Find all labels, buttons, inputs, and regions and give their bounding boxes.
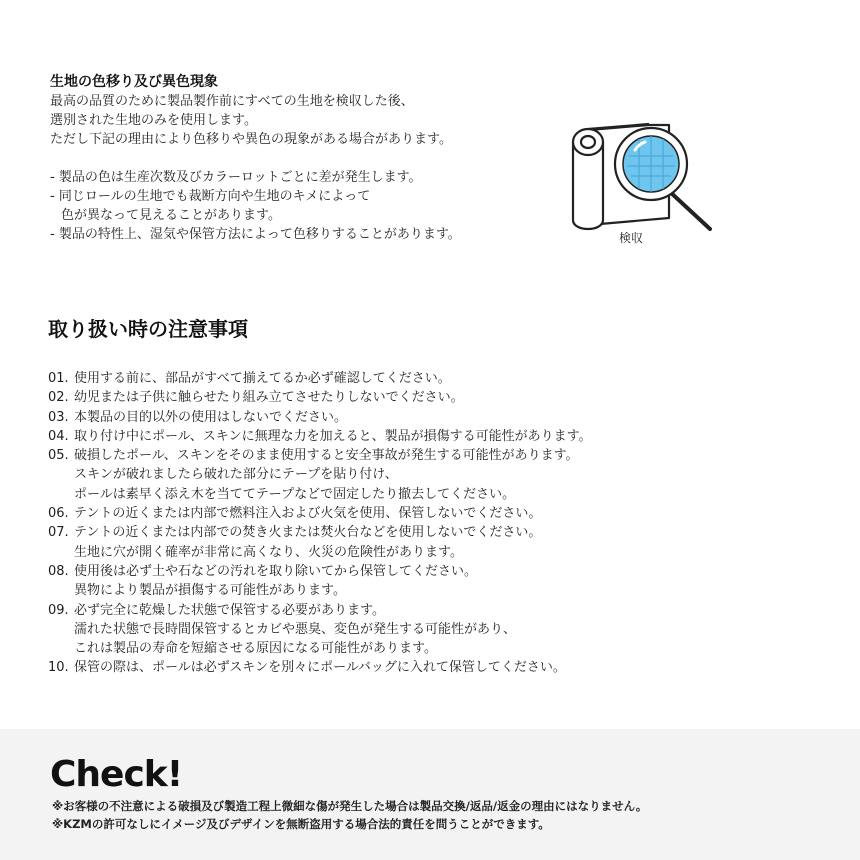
item-text: テントの近くまたは内部での焚き火または焚火台などを使用しないでください。 [74, 525, 542, 541]
list-item [48, 562, 828, 601]
item-number: 02. [48, 390, 69, 406]
item-number: 10. [48, 660, 69, 676]
check-notes [52, 797, 647, 833]
check-note: ※お客様の不注意による破損及び製造工程上微細な傷が発生した場合は製品交換/返品/返金の理由にはなりません。 [52, 799, 648, 813]
list-item [48, 446, 828, 504]
item-number: 01. [48, 371, 69, 386]
intro-line: 選別された生地のみを使用します。 [50, 113, 257, 128]
bullet-line: - 同じロールの生地でも裁断方向や生地のキメによって [50, 189, 371, 204]
list-item [48, 427, 828, 446]
item-text: ポールは素早く添え木を当ててテープなどで固定したり撤去してください。 [74, 486, 516, 502]
item-number: 05. [48, 448, 69, 464]
item-text: 異物により製品が損傷する可能性があります。 [74, 583, 346, 599]
intro-line: 最高の品質のために製品製作前にすべての生地を検収した後、 [50, 94, 414, 109]
item-text: 本製品の目的以外の使用はしないでください。 [74, 409, 348, 425]
item-text: 使用後は必ず土や石などの汚れを取り除いてから保管してください。 [74, 563, 478, 579]
list-item [48, 388, 828, 407]
bullet-line: - 製品の特性上、湿気や保管方法によって色移りすることがあります。 [50, 227, 461, 242]
color-section-bullets [50, 168, 550, 244]
list-item [48, 408, 828, 427]
check-title: Check! [50, 754, 183, 795]
color-section [50, 72, 550, 244]
list-item [48, 504, 828, 523]
illustration-label: 検収 [618, 231, 643, 245]
color-section-title: 生地の色移り及び異色現象 [50, 74, 218, 90]
item-text: 使用する前に、部品がすべて揃えてるか必ず確認してください。 [74, 371, 451, 386]
item-text: 濡れた状態で長時間保管するとカビや悪臭、変色が発生する可能性があり、 [74, 621, 517, 637]
handling-section-title: 取り扱い時の注意事項 [48, 317, 248, 341]
bullet-line: - 製品の色は生産次数及びカラーロットごとに差が発生します。 [50, 170, 422, 185]
item-text: 保管の際は、ポールは必ずスキンを別々にポールバッグに入れて保管してください。 [74, 660, 566, 676]
item-number: 04. [48, 428, 69, 444]
item-text: 必ず完全に乾燥した状態で保管する必要があります。 [74, 602, 385, 618]
item-number: 03. [48, 409, 69, 425]
handling-list [48, 369, 828, 678]
item-text: 破損したポール、スキンをそのまま使用すると安全事故が発生する可能性があります。 [74, 448, 579, 464]
item-number: 07. [48, 525, 69, 541]
item-number: 08. [48, 563, 69, 579]
item-text: 生地に穴が開く確率が非常に高くなり、火災の危険性があります。 [74, 544, 463, 560]
intro-line: ただし下記の理由により色移りや異色の現象がある場合があります。 [50, 132, 452, 147]
list-item [48, 369, 828, 388]
bullet-line: 色が異なって見えることがあります。 [61, 208, 281, 223]
check-note: ※KZMの許可なしにイメージ及びデザインを無断盗用する場合法的責任を問うことができます。 [52, 817, 550, 831]
item-text: これは製品の寿命を短縮させる原因になる可能性があります。 [74, 641, 437, 657]
item-number: 06. [48, 506, 69, 522]
item-text: 幼児または子供に触らせたり組み立てさせたりしないでください。 [74, 390, 464, 406]
item-text: スキンが破れましたら破れた部分にテープを貼り付け、 [74, 467, 398, 483]
color-section-intro [50, 92, 550, 149]
list-item [48, 658, 828, 677]
item-text: 取り付け中にポール、スキンに無理な力を加えると、製品が損傷する可能性があります。 [74, 428, 592, 444]
list-item [48, 523, 828, 562]
item-number: 09. [48, 602, 69, 618]
item-text: テントの近くまたは内部で燃料注入および火気を使用、保管しないでください。 [74, 506, 542, 522]
list-item [48, 601, 828, 659]
